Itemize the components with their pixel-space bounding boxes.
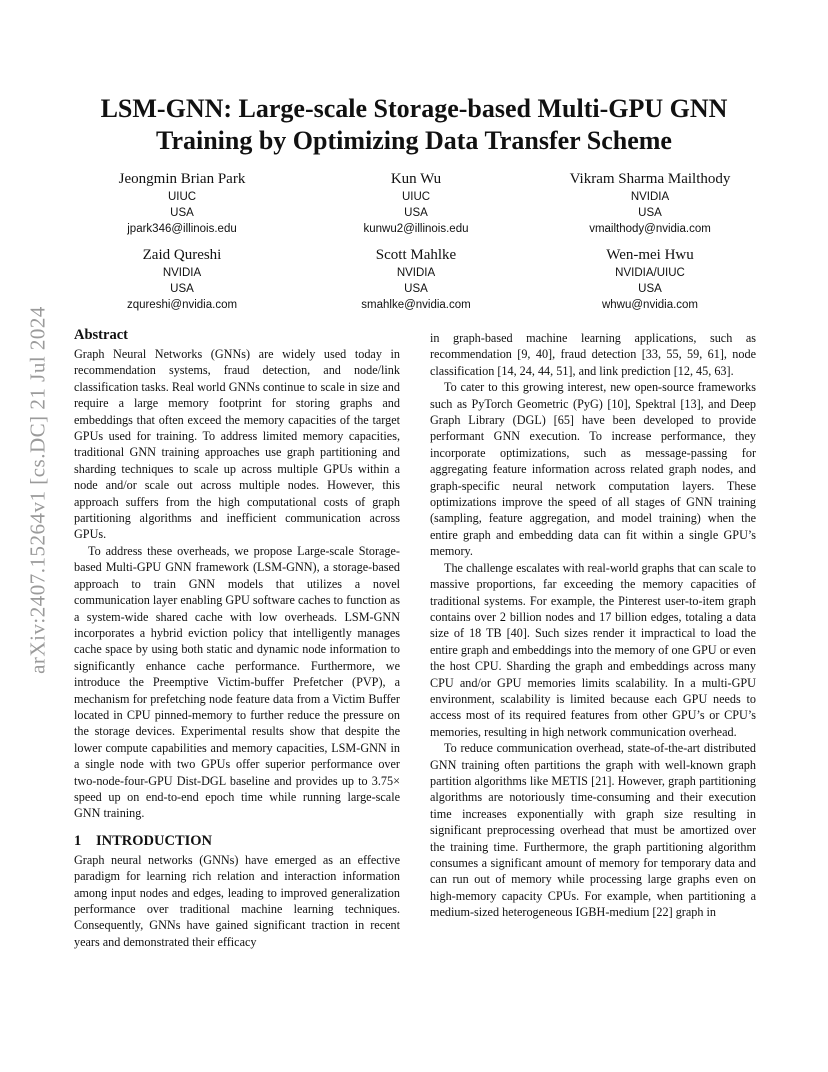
author-country: USA: [404, 207, 428, 219]
abstract-paragraph-2: To address these overheads, we propose Large-scale Storage-based Multi-GPU GNN framework (LSM-GNN), a storage-based approach to train GNN models that utilizes a novel communication layer enabling GPU software caches to function as a system-wide shared cache with low overheads. LSM-GNN incorporates a hybrid eviction policy that intelligently manages cache space by using both static and dynamic node information to significantly enhance cache performance. Furthermore, we introduce the Preemptive Victim-buffer Prefetcher (PVP), a mechanism for prefetching node feature data from a Victim Buffer located in CPU pinned-memory to further reduce the pressure on the storage devices. Experimental results show that despite the lower compute capabilities and memory capacities, LSM-GNN in a single node with two GPUs offer superior performance over two-node-four-GPU Dist-DGL baseline and provides up to 3.75× speed up on end-to-end epoch time while running large-scale GNN training.: [74, 543, 400, 821]
author-block: [72, 170, 760, 322]
paper-title: LSM-GNN: Large-scale Storage-based Multi-GPU GNN Training by Optimizing Data Transfer Scheme: [100, 94, 728, 155]
author-email: whwu@nvidia.com: [601, 299, 699, 311]
author-affiliation: NVIDIA: [162, 267, 202, 279]
author-row-2: [72, 246, 760, 313]
author-name: Jeongmin Brian Park: [118, 171, 246, 187]
author-country: USA: [170, 283, 194, 295]
author-email: zqureshi@nvidia.com: [126, 299, 238, 311]
arxiv-identifier-text: arXiv:2407.15264v1 [cs.DC] 21 Jul 2024: [25, 306, 50, 674]
author: [306, 170, 526, 237]
author-name: Kun Wu: [390, 171, 442, 187]
author-affiliation: NVIDIA/UIUC: [615, 267, 685, 279]
author-affiliation: UIUC: [167, 191, 197, 203]
author: [306, 246, 526, 313]
author-country: USA: [638, 283, 662, 295]
author-affiliation: UIUC: [401, 191, 431, 203]
author-email: kunwu2@illinois.edu: [363, 223, 469, 235]
author-name: Scott Mahlke: [375, 247, 457, 263]
author-name: Wen-mei Hwu: [606, 247, 694, 263]
abstract-paragraph-1: Graph Neural Networks (GNNs) are widely used today in recommendation systems, fraud detection, and node/link classification tasks. Real world GNNs continue to scale in size and require a large memory footprint for storing graphs and embeddings that often exceed the memory capacities of the target GPUs used for training. To address limited memory capacities, traditional GNN training approaches use graph partitioning and sharding techniques to scale up across multiple GPUs within a node and/or scale out across multiple nodes. However, this approach suffers from the high computational costs of graph partitioning algorithms and inefficient communication across GPUs.: [74, 347, 400, 542]
intro-paragraph-1: Graph neural networks (GNNs) have emerged as an effective paradigm for learning rich relation and interaction information among input nodes and edges, leading to improved generalization performance over traditional machine learning techniques. Consequently, GNNs have gained significant traction in recent years and demonstrated their efficacy: [74, 852, 400, 949]
intro-paragraph-2: To cater to this growing interest, new open-source frameworks such as PyTorch Geometric (PyG) [10], Spektral [13], and Deep Graph Library (DGL) [65] have been developed to provide performant GNN execution. To increase performance, they incorporate optimizations, such as message-passing for aggregating feature information across related graph nodes, and graph-specific neural network computation layers. These optimizations improve the speed of all stages of GNN training (sampling, feature aggregation, and model training) when the entire graph and embedding data can fit within a single GPU’s memory.: [430, 380, 756, 559]
right-column: [430, 330, 756, 921]
author-email: vmailthody@nvidia.com: [589, 223, 711, 235]
author: [72, 170, 292, 237]
author-email: jpark346@illinois.edu: [127, 223, 237, 235]
author-country: USA: [638, 207, 662, 219]
author-row-1: [72, 170, 760, 237]
left-column: [74, 326, 400, 950]
arxiv-identifier: [14, 290, 62, 690]
author-name: Vikram Sharma Mailthody: [569, 171, 731, 187]
author-email: smahlke@nvidia.com: [361, 299, 471, 311]
author-country: USA: [170, 207, 194, 219]
section-heading-introduction: [74, 832, 400, 850]
author-affiliation: NVIDIA: [396, 267, 436, 279]
author-name: Zaid Qureshi: [142, 247, 222, 263]
author: [72, 246, 292, 313]
intro-paragraph-3: The challenge escalates with real-world graphs that can scale to massive proportions, far exceeding the memory capacities of traditional systems. For example, the Pinterest user-to-item graph contains over 2 billion nodes and 17 billion edges, totaling a data size of 18 TB [40]. Such sizes render it impractical to load the entire graph and embeddings into the memory of one GPU or even the host CPU. Sharding the graph and embeddings across many CPU and/or GPU memories limits scalability. In a multi-GPU environment, scalability is limited because each GPU needs to access most of its required features from other GPU’s or CPU’s memories, resulting in high network communication overhead.: [430, 560, 756, 739]
intro-paragraph-1-continued: in graph-based machine learning applications, such as recommendation [9, 40], fraud detection [33, 55, 59, 61], node classification [14, 24, 44, 51], and link prediction [12, 45, 63].: [430, 331, 756, 378]
author-affiliation: NVIDIA: [630, 191, 670, 203]
abstract-heading: Abstract: [74, 327, 128, 343]
author: [540, 170, 760, 237]
author: [540, 246, 760, 313]
author-country: USA: [404, 283, 428, 295]
section-title: INTRODUCTION: [96, 832, 213, 849]
section-number: 1: [74, 832, 82, 849]
intro-paragraph-4: To reduce communication overhead, state-of-the-art distributed GNN training often partitions the graph with well-known graph partition algorithms like METIS [21]. However, graph partitioning algorithms are notoriously time-consuming and their execution time increases exponentially with graph size resulting in significant preprocessing overhead that must be amortized over the training time. Furthermore, the graph partitioning algorithm consumes a significant amount of memory for temporary data and can run out of memory while processing large graphs even on high-memory capacity CPUs. For example, when partitioning a medium-sized heterogeneous IGBH-medium [22] graph in: [430, 741, 756, 920]
